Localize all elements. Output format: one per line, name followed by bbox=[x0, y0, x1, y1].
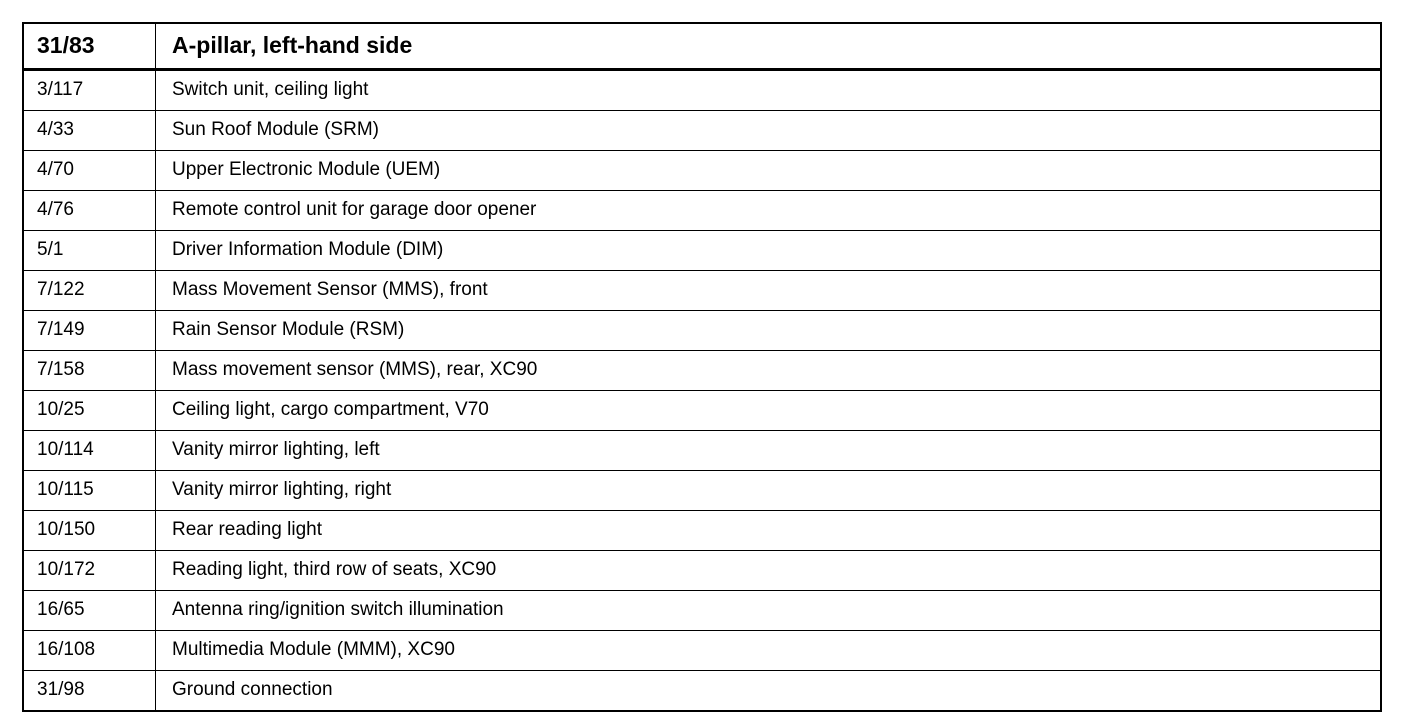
row-code-text: 5/1 bbox=[37, 240, 64, 261]
table-row bbox=[23, 551, 1381, 591]
row-description-text: Mass movement sensor (MMS), rear, XC90 bbox=[172, 360, 538, 381]
table-row bbox=[23, 70, 1381, 111]
cell-code bbox=[23, 311, 156, 351]
cell-description bbox=[156, 151, 1382, 191]
row-description-text: Vanity mirror lighting, right bbox=[172, 480, 392, 501]
cell-code bbox=[23, 631, 156, 671]
table-row bbox=[23, 591, 1381, 631]
row-description-text: Multimedia Module (MMM), XC90 bbox=[172, 640, 455, 661]
table-row bbox=[23, 191, 1381, 231]
row-description-text: Remote control unit for garage door opener bbox=[172, 200, 537, 221]
cell-description bbox=[156, 631, 1382, 671]
row-code-text: 7/122 bbox=[37, 280, 85, 301]
table-row bbox=[23, 311, 1381, 351]
cell-description bbox=[156, 351, 1382, 391]
row-description-text: Rain Sensor Module (RSM) bbox=[172, 320, 405, 341]
cell-description bbox=[156, 111, 1382, 151]
cell-description bbox=[156, 70, 1382, 111]
header-cell-description bbox=[156, 23, 1382, 70]
row-code-text: 4/33 bbox=[37, 120, 74, 141]
cell-description bbox=[156, 511, 1382, 551]
cell-description bbox=[156, 191, 1382, 231]
cell-description bbox=[156, 551, 1382, 591]
table-row bbox=[23, 271, 1381, 311]
row-description-text: Ground connection bbox=[172, 680, 333, 701]
table-row bbox=[23, 511, 1381, 551]
table-row bbox=[23, 471, 1381, 511]
header-code-text: 31/83 bbox=[37, 33, 95, 59]
cell-description bbox=[156, 391, 1382, 431]
row-description-text: Antenna ring/ignition switch illumination bbox=[172, 600, 504, 621]
row-code-text: 10/114 bbox=[37, 440, 94, 461]
row-code-text: 10/25 bbox=[37, 400, 85, 421]
cell-code bbox=[23, 471, 156, 511]
row-description-text: Rear reading light bbox=[172, 520, 322, 541]
cell-code bbox=[23, 591, 156, 631]
row-description-text: Ceiling light, cargo compartment, V70 bbox=[172, 400, 489, 421]
cell-code bbox=[23, 151, 156, 191]
cell-description bbox=[156, 471, 1382, 511]
row-code-text: 7/158 bbox=[37, 360, 85, 381]
table-row bbox=[23, 111, 1381, 151]
cell-code bbox=[23, 231, 156, 271]
row-description-text: Switch unit, ceiling light bbox=[172, 80, 369, 101]
row-description-text: Reading light, third row of seats, XC90 bbox=[172, 560, 497, 581]
row-code-text: 7/149 bbox=[37, 320, 85, 341]
cell-description bbox=[156, 311, 1382, 351]
row-description-text: Vanity mirror lighting, left bbox=[172, 440, 380, 461]
row-code-text: 10/172 bbox=[37, 560, 96, 581]
cell-code bbox=[23, 511, 156, 551]
cell-description bbox=[156, 431, 1382, 471]
cell-code bbox=[23, 191, 156, 231]
table-header-row bbox=[23, 23, 1381, 70]
cell-code bbox=[23, 351, 156, 391]
row-code-text: 31/98 bbox=[37, 680, 85, 701]
cell-code bbox=[23, 391, 156, 431]
cell-code bbox=[23, 431, 156, 471]
cell-description bbox=[156, 591, 1382, 631]
cell-description bbox=[156, 231, 1382, 271]
table-row bbox=[23, 431, 1381, 471]
table-row bbox=[23, 351, 1381, 391]
row-code-text: 16/65 bbox=[37, 600, 85, 621]
table-row bbox=[23, 671, 1381, 712]
cell-description bbox=[156, 671, 1382, 712]
table-body bbox=[23, 23, 1381, 711]
cell-code bbox=[23, 271, 156, 311]
row-description-text: Upper Electronic Module (UEM) bbox=[172, 160, 441, 181]
header-description-text: A-pillar, left-hand side bbox=[172, 33, 413, 59]
row-code-text: 3/117 bbox=[37, 80, 84, 101]
cell-description bbox=[156, 271, 1382, 311]
header-cell-code bbox=[23, 23, 156, 70]
table-row bbox=[23, 391, 1381, 431]
cell-code bbox=[23, 70, 156, 111]
ground-point-table bbox=[22, 22, 1382, 712]
row-description-text: Mass Movement Sensor (MMS), front bbox=[172, 280, 488, 301]
cell-code bbox=[23, 551, 156, 591]
row-code-text: 4/70 bbox=[37, 160, 74, 181]
table-row bbox=[23, 631, 1381, 671]
row-code-text: 10/150 bbox=[37, 520, 96, 541]
cell-code bbox=[23, 671, 156, 712]
row-code-text: 4/76 bbox=[37, 200, 74, 221]
row-description-text: Driver Information Module (DIM) bbox=[172, 240, 444, 261]
row-code-text: 10/115 bbox=[37, 480, 94, 501]
table-row bbox=[23, 231, 1381, 271]
row-description-text: Sun Roof Module (SRM) bbox=[172, 120, 379, 141]
row-code-text: 16/108 bbox=[37, 640, 96, 661]
cell-code bbox=[23, 111, 156, 151]
table-row bbox=[23, 151, 1381, 191]
